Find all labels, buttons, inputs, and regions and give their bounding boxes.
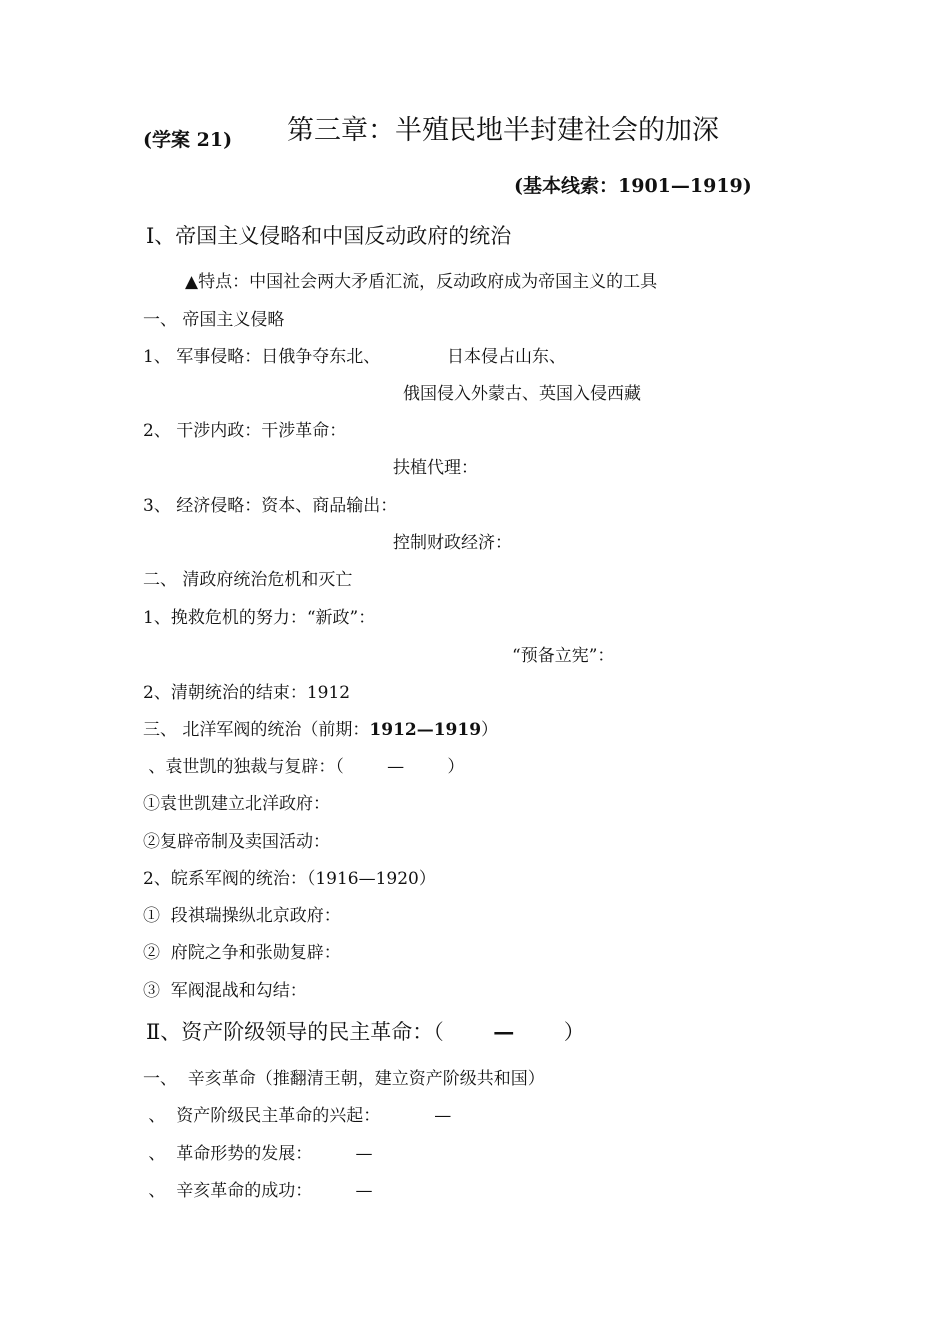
sec3-item2-3: ③ 军阀混战和勾结：	[143, 981, 307, 1001]
basic-clue	[514, 174, 752, 198]
p2-sec1-item1: 、 资产阶级民主革命的兴起： —	[143, 1106, 452, 1126]
sec3-item1: 、袁世凯的独裁与复辟：（ — ）	[143, 757, 465, 777]
sec3-heading-close: ）	[481, 720, 499, 740]
part2-heading-dash: —	[493, 1019, 515, 1044]
sec2-item1-a: 1、挽救危机的努力：“新政”：	[143, 608, 376, 628]
chapter-title: 第三章：半殖民地半封建社会的加深	[287, 115, 719, 146]
part2-heading	[146, 1019, 585, 1045]
lesson-label	[143, 128, 232, 152]
p2-sec1-item3: 、 辛亥革命的成功： —	[143, 1181, 373, 1201]
sec3-item2-1: ① 段祺瑞操纵北京政府：	[143, 906, 341, 926]
p2-sec1-heading: 一、 辛亥革命（推翻清王朝，建立资产阶级共和国）	[143, 1069, 545, 1089]
sec3-item2-2: ② 府院之争和张勋复辟：	[143, 943, 341, 963]
basic-clue-years: 1901—1919)	[618, 175, 752, 197]
sec3-heading	[143, 720, 498, 740]
sec2-item2: 2、清朝统治的结束：1912	[143, 683, 351, 703]
sec1-item1-a: 1、 军事侵略：日俄争夺东北、	[143, 347, 381, 367]
part2-heading-text: Ⅱ、资产阶级领导的民主革命：（	[146, 1020, 444, 1044]
part1-heading: Ⅰ、帝国主义侵略和中国反动政府的统治	[146, 224, 512, 248]
sec2-heading: 二、 清政府统治危机和灭亡	[143, 570, 353, 590]
basic-clue-prefix: (基本线索：	[514, 175, 618, 197]
sec1-item2-b: 扶植代理：	[393, 458, 478, 478]
sec3-heading-text: 三、 北洋军阀的统治（前期：	[143, 720, 370, 740]
sec1-item1-c: 俄国侵入外蒙古、英国入侵西藏	[403, 384, 641, 404]
sec1-item3-a: 3、 经济侵略：资本、商品输出：	[143, 496, 398, 516]
sec1-item1-b: 日本侵占山东、	[447, 347, 566, 367]
sec1-item3-b: 控制财政经济：	[393, 533, 512, 553]
sec2-item1-b: “预备立宪”：	[512, 646, 615, 666]
sec3-heading-years: 1912—1919	[369, 720, 482, 740]
sec1-heading: 一、 帝国主义侵略	[143, 310, 285, 330]
sec3-item1-1: ①袁世凯建立北洋政府：	[143, 794, 330, 814]
part2-heading-close: ）	[563, 1020, 585, 1044]
lesson-label-number: 21)	[196, 129, 233, 151]
p2-sec1-item2: 、 革命形势的发展： —	[143, 1144, 373, 1164]
part1-feature: ▲特点：中国社会两大矛盾汇流，反动政府成为帝国主义的工具	[185, 272, 658, 292]
sec3-item1-2: ②复辟帝制及卖国活动：	[143, 832, 330, 852]
sec1-item2-a: 2、 干涉内政：干涉革命：	[143, 421, 347, 441]
sec3-item2: 2、皖系军阀的统治：（1916—1920）	[143, 869, 436, 889]
lesson-label-prefix: (学案	[143, 129, 190, 151]
